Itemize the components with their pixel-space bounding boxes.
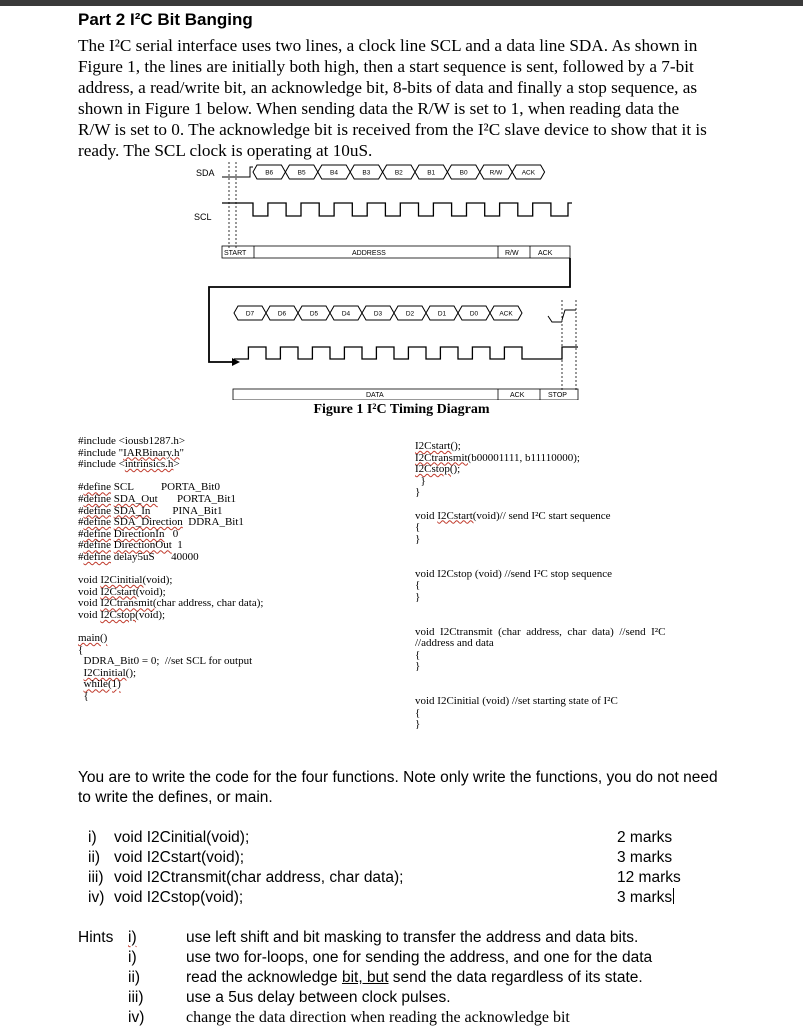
marks-value: 3 marks (617, 849, 673, 866)
hint-text: use a 5us delay between clock pulses. (186, 989, 451, 1006)
code-line: void I2Cstop(void); (78, 608, 166, 621)
code-line (415, 557, 665, 569)
hint-text: change the data direction when reading the acknowledge bit (186, 1009, 570, 1026)
code-line: void I2Cstart(void); (78, 585, 166, 598)
code-listing-left (78, 436, 263, 703)
marks-column (617, 828, 681, 908)
code-line: DDRA_Bit0 = 0; //set SCL for output (78, 655, 253, 668)
code-line: I2Cstart(); (415, 440, 461, 452)
code-line: void I2Cinitial (void) //set starting state of I²C (415, 695, 618, 708)
data-label: DATA (366, 392, 384, 399)
marks-value: 3 marks (617, 889, 673, 906)
bit-label: ACK (499, 310, 513, 318)
function-signature: void I2Ctransmit(char address, char data); (114, 869, 404, 886)
intro-paragraph: The I²C serial interface uses two lines, a clock line SCL and a data line SDA. As shown in Figure 1, the lines are initially both high, then a start sequence is sent, followed by a 7-bit address, a read/write bit, an acknowledge bit, 8-bits of data and finally a stop sequence, as shown in Figure 1 below. When sending data the R/W is set to 1, when reading data the R/W is set to 0. The acknowledge bit is received from the I²C slave device to show that it is ready. The SCL clock is operating at 10uS. (78, 36, 707, 160)
code-line: { (415, 706, 421, 719)
bit-label: D4 (341, 310, 351, 318)
sda-label: SDA (196, 168, 215, 178)
code-line (415, 673, 665, 685)
hint-number: iii) (128, 989, 144, 1006)
code-line: } (415, 532, 421, 545)
start-label: START (224, 250, 247, 257)
code-line: } (415, 660, 421, 673)
code-line: main() (78, 632, 108, 645)
function-number: ii) (88, 849, 101, 866)
hint-text: use left shift and bit masking to transfer the address and data bits. (186, 929, 639, 946)
bit-label: D6 (277, 310, 287, 318)
code-line (415, 545, 665, 557)
code-line: } (415, 486, 421, 499)
bit-label: B2 (394, 169, 403, 177)
ack-label-address: ACK (538, 250, 553, 257)
scl-waveform-address (222, 203, 572, 216)
scl-label: SCL (194, 212, 212, 222)
code-line: { (78, 690, 89, 703)
code-line: #define SDA_Out PORTA_Bit1 (78, 492, 236, 505)
bit-label: R/W (489, 169, 503, 177)
code-line: #include <intrinsics.h> (78, 458, 180, 471)
code-line: #include "IARBinary.h" (78, 446, 185, 459)
scl-waveform-data (234, 347, 578, 359)
code-line: #include <iousb1287.h> (78, 435, 186, 447)
code-line: } (415, 718, 421, 731)
code-line: #define SDA_Direction DDRA_Bit1 (78, 516, 244, 529)
code-line: #define DirectionOut 1 (78, 539, 183, 552)
code-line: void I2Ctransmit (char address, char data) //send I²C (415, 625, 666, 638)
ack-label-data: ACK (510, 392, 525, 399)
hint-text: use two for-loops, one for sending the address, and one for the data (186, 949, 653, 966)
function-item (88, 828, 403, 848)
bit-label: ACK (521, 169, 536, 177)
code-line: //address and data (415, 637, 494, 650)
hint-text: read the acknowledge bit, but send the data regardless of its state. (186, 969, 643, 986)
code-line: void I2Cstop (void) //send I²C stop sequence (415, 567, 612, 580)
hints-label: Hints (78, 929, 114, 946)
hint-numbers (128, 928, 144, 1028)
timing-diagram (0, 0, 803, 400)
hint-texts (186, 928, 652, 1028)
bit-label: B1 (427, 169, 436, 177)
code-line: I2Cstop(); (415, 463, 461, 476)
figure-caption: Figure 1 I²C Timing Diagram (313, 402, 490, 417)
bit-label: D1 (437, 310, 447, 318)
code-line: #define SDA_In PINA_Bit1 (78, 504, 223, 517)
code-line: while(1) (83, 678, 121, 691)
code-line: { (78, 643, 84, 656)
function-item (88, 888, 403, 908)
code-line: #define SCL PORTA_Bit0 (78, 481, 220, 494)
code-line: void I2Ctransmit(char address, char data); (78, 597, 264, 610)
code-line (415, 615, 665, 627)
address-label: ADDRESS (352, 250, 386, 257)
task-instructions: You are to write the code for the four functions. Note only write the functions, you do not need to write the defines, or main. (78, 769, 718, 806)
function-signature: void I2Cinitial(void); (114, 829, 250, 846)
code-line: void I2Cinitial(void); (78, 574, 173, 587)
section-heading: Part 2 I²C Bit Banging (78, 10, 253, 29)
function-signature: void I2Cstart(void); (114, 849, 245, 866)
bit-label: D0 (469, 310, 479, 318)
bit-label: B6 (265, 169, 274, 177)
data-bit-row (234, 306, 522, 320)
function-number: iii) (88, 869, 104, 886)
marks-value: 12 marks (617, 869, 681, 886)
marks-value: 2 marks (617, 829, 673, 846)
code-line: void I2Cstart(void)// send I²C start sequence (415, 509, 611, 522)
hint-number: i) (128, 929, 137, 946)
function-number: i) (88, 829, 97, 846)
bit-label: B3 (362, 169, 371, 177)
code-line: I2Ctransmit(b00001111, b11110000); (415, 451, 580, 464)
bit-label: D3 (373, 310, 383, 318)
code-line: { (415, 521, 421, 534)
code-line: { (415, 579, 421, 592)
function-item (88, 868, 403, 888)
code-line: #define DirectionIn 0 (78, 527, 179, 540)
function-signature: void I2Cstop(void); (114, 889, 244, 906)
bit-label: B5 (297, 169, 306, 177)
bit-label: B4 (330, 169, 338, 177)
function-number: iv) (88, 889, 105, 906)
function-list (88, 828, 403, 908)
address-bit-row (253, 165, 545, 179)
bit-label: D7 (245, 310, 255, 318)
code-line: } (415, 590, 421, 603)
bit-label: D5 (309, 310, 319, 318)
code-line: I2Cinitial(); (83, 666, 137, 679)
hint-number: iv) (128, 1009, 145, 1026)
code-line (415, 603, 665, 615)
hint-number: ii) (128, 969, 141, 986)
stop-label: STOP (548, 392, 567, 399)
bit-label: B0 (459, 169, 468, 177)
function-item (88, 848, 403, 868)
bit-label: D2 (405, 310, 415, 318)
code-line: #define delay5uS 40000 (78, 550, 199, 563)
rw-label: R/W (505, 250, 519, 257)
code-line: } (415, 474, 426, 487)
hint-number: i) (128, 949, 137, 966)
code-line: { (415, 648, 421, 661)
code-listing-right (415, 441, 665, 731)
